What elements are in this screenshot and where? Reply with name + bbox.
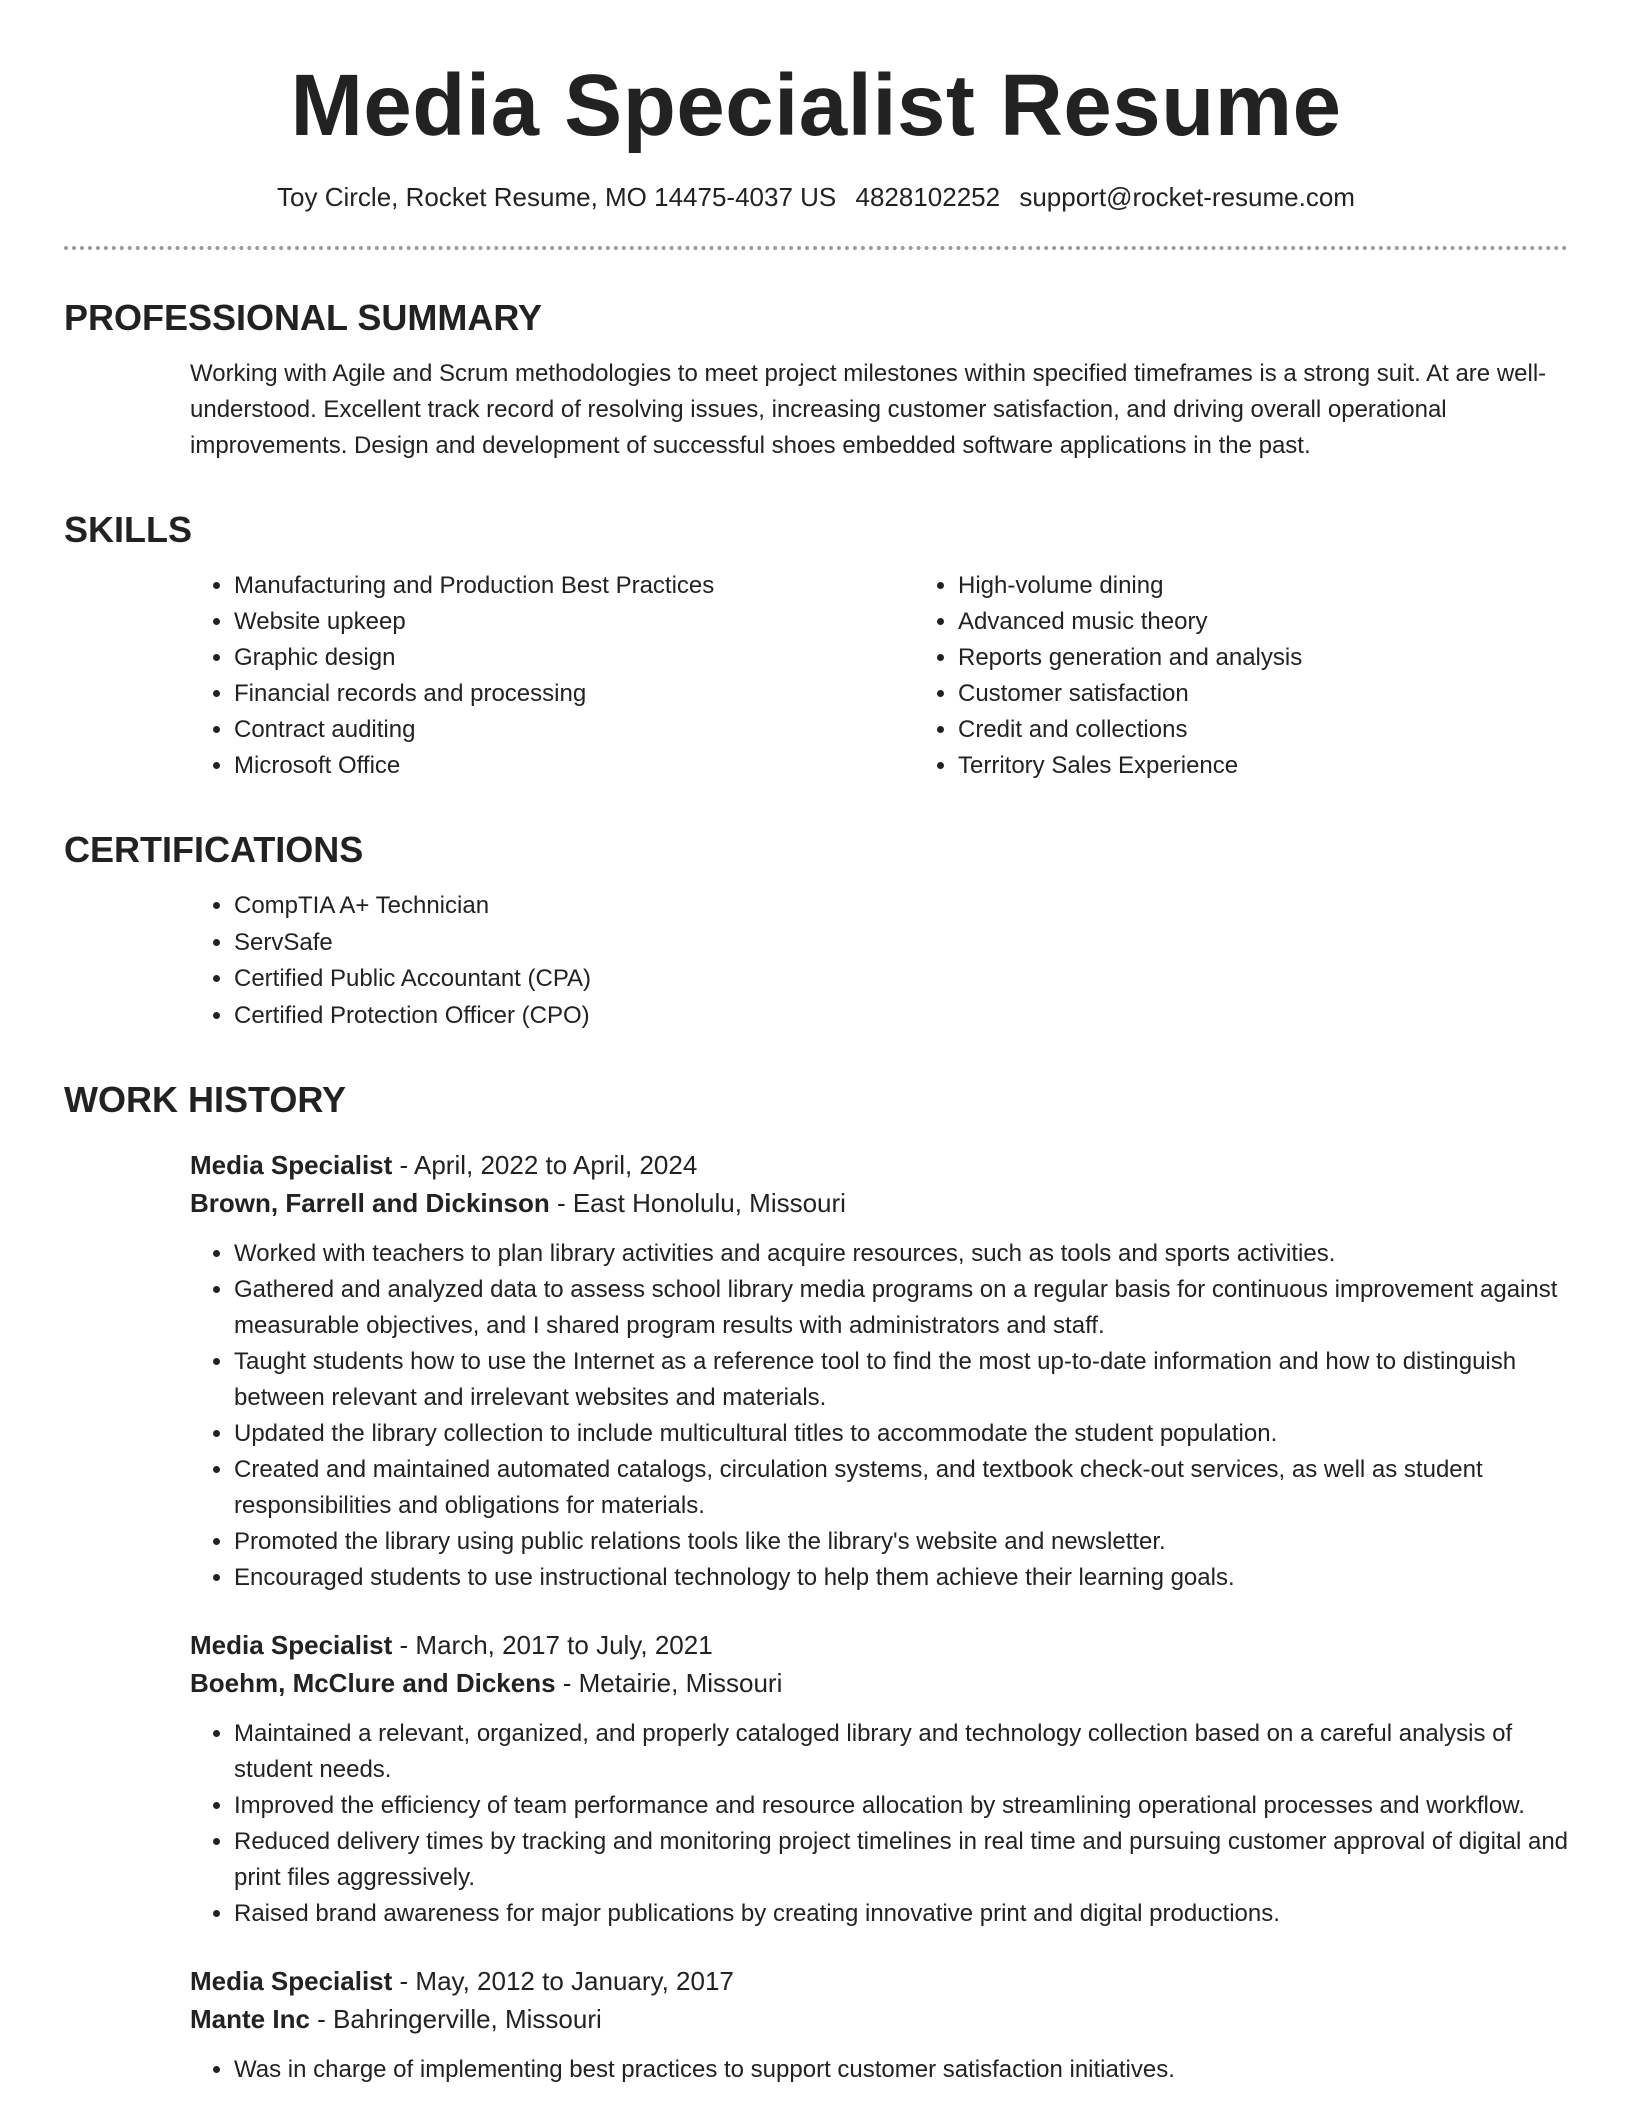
certifications-heading: CERTIFICATIONS	[64, 829, 364, 870]
skills-list-right	[914, 568, 1302, 784]
job-bullet: • Updated the library collection to include multicultural titles to accommodate the student population.	[234, 1416, 1568, 1452]
job-company: Mante Inc	[190, 2004, 310, 2034]
job-role: Media Specialist	[190, 1150, 393, 1180]
job-title-line	[190, 1146, 1568, 1184]
job-company-line	[190, 1184, 1568, 1222]
job-entry	[64, 1626, 1568, 1932]
skill-item: • Credit and collections	[958, 712, 1302, 748]
contact-email: support@rocket-resume.com	[1019, 182, 1355, 212]
certification-item: • CompTIA A+ Technician	[234, 888, 1568, 925]
job-bullet: • Promoted the library using public relations tools like the library's website and newsletter.	[234, 1524, 1568, 1560]
job-bullet: • Taught students how to use the Internet as a reference tool to find the most up-to-date information and how to distinguish between relevant and irrelevant websites and materials.	[234, 1344, 1568, 1416]
skill-item: • Manufacturing and Production Best Practices	[234, 568, 914, 604]
work-history-heading: WORK HISTORY	[64, 1079, 347, 1120]
skills-section	[64, 508, 1568, 784]
job-bullet: • Was in charge of implementing best practices to support customer satisfaction initiatives.	[234, 2052, 1568, 2088]
job-role: Media Specialist	[190, 1966, 393, 1996]
skill-item: • Territory Sales Experience	[958, 748, 1302, 784]
skill-item: • Contract auditing	[234, 712, 914, 748]
job-entry	[64, 1146, 1568, 1596]
skills-list-left	[190, 568, 914, 784]
skill-item: • Microsoft Office	[234, 748, 914, 784]
job-bullets	[190, 1236, 1568, 1596]
job-company-line	[190, 1664, 1568, 1702]
job-location: - Metairie, Missouri	[555, 1668, 783, 1698]
skill-item: • Financial records and processing	[234, 676, 914, 712]
certifications-list	[190, 888, 1568, 1034]
job-company-line	[190, 2000, 1568, 2038]
skill-item: • High-volume dining	[958, 568, 1302, 604]
certifications-section	[64, 828, 1568, 1034]
resume-title: Media Specialist Resume	[290, 57, 1342, 154]
job-bullet: • Created and maintained automated catalogs, circulation systems, and textbook check-out services, as well as student responsibilities and obligations for materials.	[234, 1452, 1568, 1524]
job-bullet: • Encouraged students to use instructional technology to help them achieve their learning goals.	[234, 1560, 1568, 1596]
certifications-block	[64, 888, 1568, 1034]
job-dates: - April, 2022 to April, 2024	[392, 1150, 698, 1180]
certification-item: • Certified Public Accountant (CPA)	[234, 961, 1568, 998]
job-title-line	[190, 1626, 1568, 1664]
skills-heading: SKILLS	[64, 509, 193, 550]
job-location: - East Honolulu, Missouri	[549, 1188, 846, 1218]
job-bullets	[190, 1716, 1568, 1932]
job-entry	[64, 1962, 1568, 2088]
skill-item: • Reports generation and analysis	[958, 640, 1302, 676]
job-bullet: • Maintained a relevant, organized, and properly cataloged library and technology collection based on a careful analysis of student needs.	[234, 1716, 1568, 1788]
job-title-line	[190, 1962, 1568, 2000]
job-company: Brown, Farrell and Dickinson	[190, 1188, 550, 1218]
job-bullet: • Worked with teachers to plan library activities and acquire resources, such as tools and sports activities.	[234, 1236, 1568, 1272]
work-history-section	[64, 1078, 1568, 2088]
header-divider	[64, 246, 1568, 250]
certification-item: • ServSafe	[234, 925, 1568, 962]
summary-heading: PROFESSIONAL SUMMARY	[64, 297, 543, 338]
summary-section	[64, 296, 1568, 464]
job-bullet: • Gathered and analyzed data to assess school library media programs on a regular basis for continuous improvement against measurable objectives, and I shared program results with administrators and staff.	[234, 1272, 1568, 1344]
job-location: - Bahringerville, Missouri	[309, 2004, 602, 2034]
skill-item: • Website upkeep	[234, 604, 914, 640]
job-dates: - March, 2017 to July, 2021	[392, 1630, 713, 1660]
certification-item: • Certified Protection Officer (CPO)	[234, 998, 1568, 1035]
contact-phone: 4828102252	[855, 182, 1001, 212]
skill-item: • Graphic design	[234, 640, 914, 676]
resume-header	[64, 0, 1568, 250]
job-bullet: • Reduced delivery times by tracking and monitoring project timelines in real time and pursuing customer approval of digital and print files aggressively.	[234, 1824, 1568, 1896]
skills-columns	[64, 568, 1568, 784]
job-company: Boehm, McClure and Dickens	[190, 1668, 556, 1698]
job-bullet: • Raised brand awareness for major publications by creating innovative print and digital productions.	[234, 1896, 1568, 1932]
skill-item: • Customer satisfaction	[958, 676, 1302, 712]
summary-text: Working with Agile and Scrum methodologies to meet project milestones within specified timeframes is a strong suit. At are well-understood. Excellent track record of resolving issues, increasing customer satisfaction, and driving overall operational improvements. Design and development of successful shoes embedded software applications in the past.	[190, 360, 1547, 459]
skill-item: • Advanced music theory	[958, 604, 1302, 640]
contact-line	[64, 180, 1568, 214]
job-dates: - May, 2012 to January, 2017	[392, 1966, 734, 1996]
contact-address: Toy Circle, Rocket Resume, MO 14475-4037 US	[277, 182, 837, 212]
job-bullet: • Improved the efficiency of team performance and resource allocation by streamlining operational processes and workflow.	[234, 1788, 1568, 1824]
job-bullets	[190, 2052, 1568, 2088]
job-role: Media Specialist	[190, 1630, 393, 1660]
